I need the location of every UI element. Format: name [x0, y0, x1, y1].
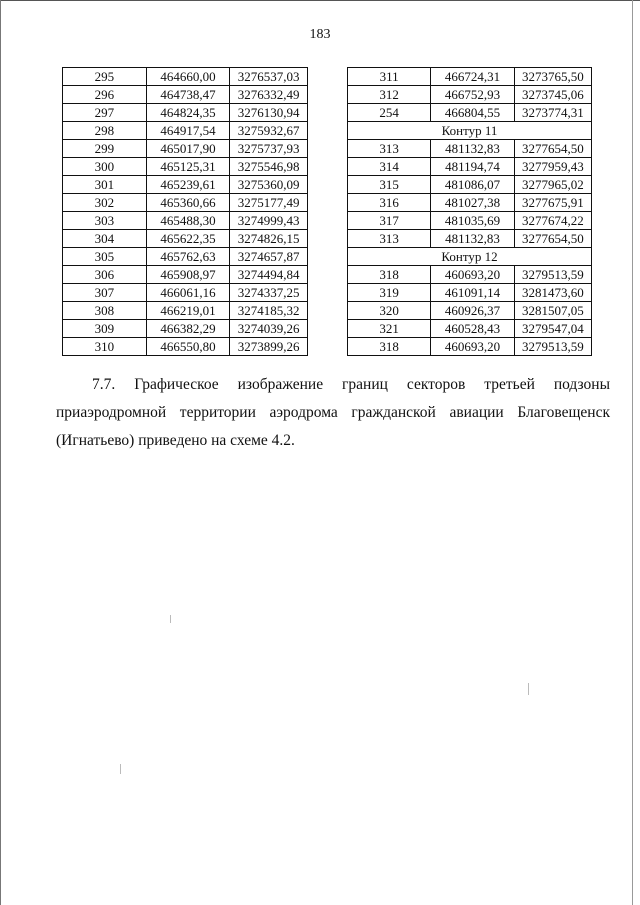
y-coordinate-cell: 3276332,49: [230, 86, 308, 104]
table-row: [63, 68, 308, 86]
table-row: [63, 194, 308, 212]
table-row: [63, 320, 308, 338]
x-coordinate-cell: 466550,80: [146, 338, 230, 356]
scan-speck: [528, 683, 529, 695]
contour-header-row: [348, 122, 592, 140]
table-row: [63, 230, 308, 248]
table-row: [63, 284, 308, 302]
x-coordinate-cell: 465908,97: [146, 266, 230, 284]
point-number-cell: 312: [348, 86, 431, 104]
y-coordinate-cell: 3277654,50: [514, 140, 591, 158]
y-coordinate-cell: 3277654,50: [514, 230, 591, 248]
y-coordinate-cell: 3281473,60: [514, 284, 591, 302]
x-coordinate-cell: 460693,20: [431, 266, 514, 284]
x-coordinate-cell: 466061,16: [146, 284, 230, 302]
table-row: [63, 158, 308, 176]
page-right-edge: [632, 0, 633, 905]
y-coordinate-cell: 3274039,26: [230, 320, 308, 338]
y-coordinate-cell: 3273745,06: [514, 86, 591, 104]
y-coordinate-cell: 3273899,26: [230, 338, 308, 356]
point-number-cell: 313: [348, 230, 431, 248]
point-number-cell: 307: [63, 284, 147, 302]
x-coordinate-cell: 466752,93: [431, 86, 514, 104]
point-number-cell: 295: [63, 68, 147, 86]
table-row: [63, 212, 308, 230]
y-coordinate-cell: 3279513,59: [514, 338, 591, 356]
scan-speck: [120, 764, 121, 774]
x-coordinate-cell: 464660,00: [146, 68, 230, 86]
point-number-cell: 305: [63, 248, 147, 266]
section-paragraph: [56, 371, 610, 455]
contour-label: Контур 12: [348, 248, 592, 266]
y-coordinate-cell: 3279513,59: [514, 266, 591, 284]
table-row: [348, 140, 592, 158]
point-number-cell: 320: [348, 302, 431, 320]
table-row: [63, 338, 308, 356]
y-coordinate-cell: 3279547,04: [514, 320, 591, 338]
table-row: [348, 158, 592, 176]
point-number-cell: 296: [63, 86, 147, 104]
y-coordinate-cell: 3275737,93: [230, 140, 308, 158]
table-row: [348, 230, 592, 248]
x-coordinate-cell: 465017,90: [146, 140, 230, 158]
table-row: [63, 176, 308, 194]
point-number-cell: 303: [63, 212, 147, 230]
point-number-cell: 310: [63, 338, 147, 356]
x-coordinate-cell: 481035,69: [431, 212, 514, 230]
table-row: [348, 86, 592, 104]
page-left-edge: [0, 0, 1, 905]
page-number: 183: [309, 27, 331, 42]
y-coordinate-cell: 3275932,67: [230, 122, 308, 140]
y-coordinate-cell: 3274657,87: [230, 248, 308, 266]
coordinates-table-left: [62, 67, 308, 356]
x-coordinate-cell: 461091,14: [431, 284, 514, 302]
point-number-cell: 306: [63, 266, 147, 284]
y-coordinate-cell: 3281507,05: [514, 302, 591, 320]
point-number-cell: 315: [348, 176, 431, 194]
point-number-cell: 318: [348, 266, 431, 284]
table-row: [63, 86, 308, 104]
contour-header-row: [348, 248, 592, 266]
page-top-edge: [0, 0, 640, 1]
table-row: [348, 194, 592, 212]
table-row: [348, 104, 592, 122]
x-coordinate-cell: 481027,38: [431, 194, 514, 212]
x-coordinate-cell: 460693,20: [431, 338, 514, 356]
scan-speck: [170, 615, 171, 623]
y-coordinate-cell: 3273765,50: [514, 68, 591, 86]
table-row: [348, 68, 592, 86]
table-row: [63, 140, 308, 158]
table-row: [348, 266, 592, 284]
point-number-cell: 313: [348, 140, 431, 158]
x-coordinate-cell: 465125,31: [146, 158, 230, 176]
point-number-cell: 297: [63, 104, 147, 122]
coordinates-table-right: [347, 67, 592, 356]
table-row: [63, 302, 308, 320]
point-number-cell: 309: [63, 320, 147, 338]
y-coordinate-cell: 3276537,03: [230, 68, 308, 86]
x-coordinate-cell: 466382,29: [146, 320, 230, 338]
y-coordinate-cell: 3274337,25: [230, 284, 308, 302]
point-number-cell: 316: [348, 194, 431, 212]
point-number-cell: 321: [348, 320, 431, 338]
table-row: [63, 122, 308, 140]
y-coordinate-cell: 3275546,98: [230, 158, 308, 176]
y-coordinate-cell: 3277675,91: [514, 194, 591, 212]
point-number-cell: 308: [63, 302, 147, 320]
table-row: [348, 302, 592, 320]
table-row: [63, 248, 308, 266]
y-coordinate-cell: 3277674,22: [514, 212, 591, 230]
paragraph-line: приаэродромной территории аэродрома гражданской авиации Благовещенск: [56, 404, 610, 421]
table-row: [348, 212, 592, 230]
x-coordinate-cell: 465488,30: [146, 212, 230, 230]
table-row: [348, 176, 592, 194]
table-row: [348, 338, 592, 356]
y-coordinate-cell: 3275360,09: [230, 176, 308, 194]
x-coordinate-cell: 464824,35: [146, 104, 230, 122]
point-number-cell: 302: [63, 194, 147, 212]
point-number-cell: 299: [63, 140, 147, 158]
x-coordinate-cell: 464738,47: [146, 86, 230, 104]
x-coordinate-cell: 465239,61: [146, 176, 230, 194]
y-coordinate-cell: 3273774,31: [514, 104, 591, 122]
table-row: [63, 266, 308, 284]
x-coordinate-cell: 466724,31: [431, 68, 514, 86]
x-coordinate-cell: 465622,35: [146, 230, 230, 248]
y-coordinate-cell: 3277959,43: [514, 158, 591, 176]
point-number-cell: 254: [348, 104, 431, 122]
contour-label: Контур 11: [348, 122, 592, 140]
x-coordinate-cell: 481086,07: [431, 176, 514, 194]
y-coordinate-cell: 3277965,02: [514, 176, 591, 194]
x-coordinate-cell: 465360,66: [146, 194, 230, 212]
point-number-cell: 319: [348, 284, 431, 302]
x-coordinate-cell: 460926,37: [431, 302, 514, 320]
y-coordinate-cell: 3274494,84: [230, 266, 308, 284]
point-number-cell: 317: [348, 212, 431, 230]
x-coordinate-cell: 466219,01: [146, 302, 230, 320]
x-coordinate-cell: 465762,63: [146, 248, 230, 266]
x-coordinate-cell: 466804,55: [431, 104, 514, 122]
paragraph-line: (Игнатьево) приведено на схеме 4.2.: [56, 432, 295, 449]
point-number-cell: 318: [348, 338, 431, 356]
point-number-cell: 311: [348, 68, 431, 86]
point-number-cell: 298: [63, 122, 147, 140]
y-coordinate-cell: 3275177,49: [230, 194, 308, 212]
x-coordinate-cell: 481194,74: [431, 158, 514, 176]
paragraph-line: 7.7. Графическое изображение границ секторов третьей подзоны: [92, 376, 610, 393]
x-coordinate-cell: 464917,54: [146, 122, 230, 140]
point-number-cell: 300: [63, 158, 147, 176]
table-row: [63, 104, 308, 122]
point-number-cell: 301: [63, 176, 147, 194]
x-coordinate-cell: 481132,83: [431, 140, 514, 158]
y-coordinate-cell: 3274185,32: [230, 302, 308, 320]
x-coordinate-cell: 481132,83: [431, 230, 514, 248]
table-row: [348, 320, 592, 338]
x-coordinate-cell: 460528,43: [431, 320, 514, 338]
y-coordinate-cell: 3276130,94: [230, 104, 308, 122]
table-row: [348, 284, 592, 302]
point-number-cell: 304: [63, 230, 147, 248]
y-coordinate-cell: 3274999,43: [230, 212, 308, 230]
point-number-cell: 314: [348, 158, 431, 176]
y-coordinate-cell: 3274826,15: [230, 230, 308, 248]
